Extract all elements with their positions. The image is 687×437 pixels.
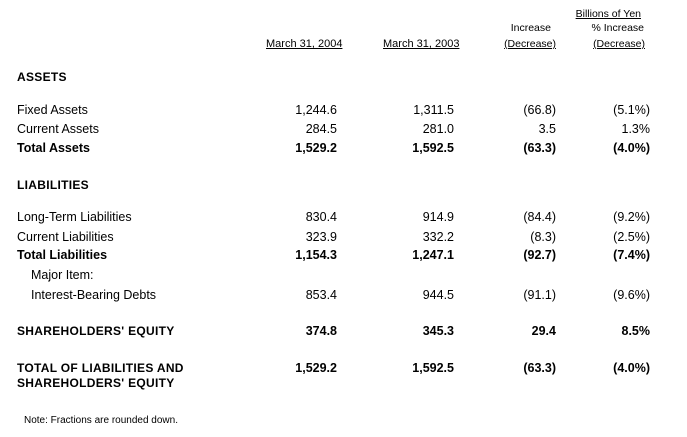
- section-assets: ASSETS: [17, 70, 67, 84]
- value-increase: (63.3): [523, 361, 556, 375]
- row-label-current-liabilities: Current Liabilities: [17, 230, 114, 244]
- value-2004: 323.9: [305, 230, 337, 244]
- value-pct: (2.5%): [613, 230, 650, 244]
- value-2003: 281.0: [422, 122, 454, 136]
- value-2004: 853.4: [305, 288, 337, 302]
- value-increase: (66.8): [523, 103, 556, 117]
- column-header-pct-decrease: (Decrease): [593, 38, 645, 50]
- value-2003: 345.3: [422, 324, 454, 338]
- footnote: Note: Fractions are rounded down.: [24, 415, 178, 426]
- value-pct: (7.4%): [613, 248, 650, 262]
- value-2003: 1,592.5: [412, 361, 454, 375]
- value-2004: 830.4: [305, 210, 337, 224]
- row-label-shareholders-equity: SHAREHOLDERS' EQUITY: [17, 324, 175, 338]
- value-pct: (5.1%): [613, 103, 650, 117]
- value-pct: (4.0%): [613, 141, 650, 155]
- value-pct: 8.5%: [621, 324, 650, 338]
- value-increase: (92.7): [523, 248, 556, 262]
- value-2003: 914.9: [422, 210, 454, 224]
- units-label: Billions of Yen: [575, 8, 641, 20]
- row-label-long-term-liabilities: Long-Term Liabilities: [17, 210, 132, 224]
- column-header-increase: Increase: [510, 22, 551, 34]
- row-label-fixed-assets: Fixed Assets: [17, 103, 88, 117]
- row-label-total-liabilities-and: TOTAL OF LIABILITIES AND: [17, 361, 184, 375]
- value-increase: (91.1): [523, 288, 556, 302]
- column-header-march-2003: March 31, 2003: [383, 38, 460, 50]
- row-label-total-assets: Total Assets: [17, 141, 90, 155]
- column-header-pct-increase: % Increase: [591, 22, 644, 34]
- value-2003: 1,247.1: [412, 248, 454, 262]
- value-2004: 1,529.2: [295, 361, 337, 375]
- value-2003: 1,592.5: [412, 141, 454, 155]
- column-header-decrease: (Decrease): [504, 38, 556, 50]
- value-increase: (63.3): [523, 141, 556, 155]
- value-2004: 284.5: [305, 122, 337, 136]
- row-label-total-liabilities: Total Liabilities: [17, 248, 108, 262]
- value-pct: (9.6%): [613, 288, 650, 302]
- row-label-major-item: Major Item:: [31, 268, 94, 282]
- value-2004: 1,529.2: [295, 141, 337, 155]
- value-2003: 1,311.5: [413, 103, 454, 117]
- value-increase: (8.3): [530, 230, 556, 244]
- value-2003: 944.5: [422, 288, 454, 302]
- row-label-interest-bearing-debts: Interest-Bearing Debts: [31, 288, 157, 302]
- value-pct: (9.2%): [613, 210, 650, 224]
- value-increase: (84.4): [523, 210, 556, 224]
- value-2004: 374.8: [305, 324, 337, 338]
- value-pct: (4.0%): [613, 361, 650, 375]
- value-2003: 332.2: [422, 230, 454, 244]
- row-label-shareholders-equity-line2: SHAREHOLDERS' EQUITY: [17, 376, 175, 390]
- value-pct: 1.3%: [621, 122, 650, 136]
- value-2004: 1,154.3: [295, 248, 337, 262]
- value-increase: 3.5: [538, 122, 556, 136]
- value-increase: 29.4: [531, 324, 556, 338]
- row-label-current-assets: Current Assets: [17, 122, 99, 136]
- column-header-march-2004: March 31, 2004: [266, 38, 343, 50]
- value-2004: 1,244.6: [295, 103, 337, 117]
- section-liabilities: LIABILITIES: [17, 178, 89, 192]
